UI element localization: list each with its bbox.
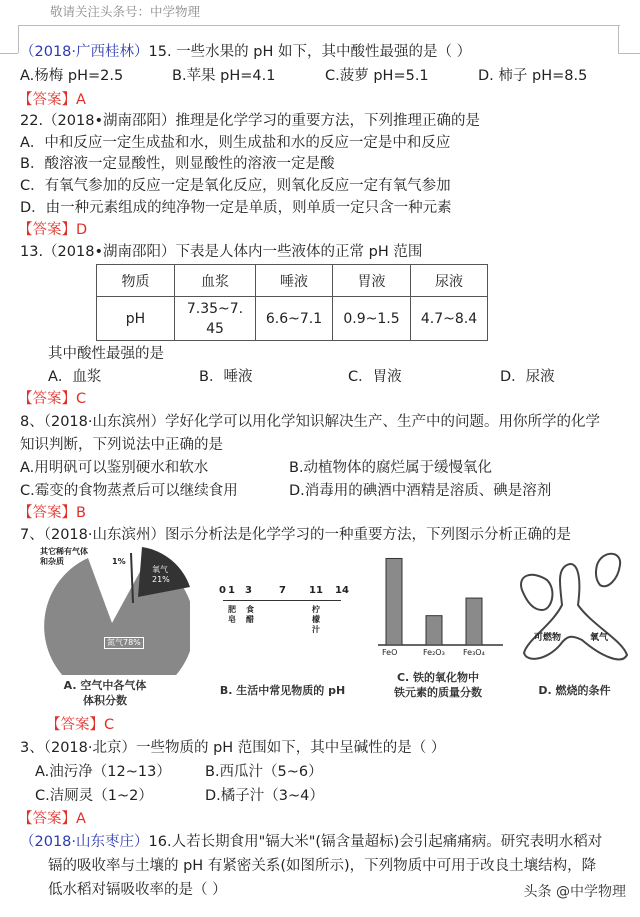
tick-label: 11 (309, 585, 323, 596)
frame-left (18, 25, 19, 53)
option-b: B.动植物体的腐烂属于缓慢氧化 (289, 460, 493, 476)
question-6-stem: 3、（2018·北京）一些物质的 pH 范围如下，其中呈碱性的是（ ） (20, 740, 446, 756)
bar-label: Fe₂O₃ (423, 648, 445, 657)
option-b: B.苹果 pH=4.1 (172, 68, 276, 84)
tick-label: 0 (219, 585, 226, 596)
option-b: B．酸溶液一定显酸性，则显酸性的溶液一定是酸 (20, 156, 335, 172)
watermark: 头条 @中学物理 (523, 884, 626, 900)
diagram-label: 氧气 (590, 633, 609, 643)
table-cell (175, 297, 256, 341)
table-header: 尿液 (411, 265, 488, 297)
bar-label: FeO (382, 648, 398, 657)
answer: 【答案】A (18, 92, 86, 108)
option-c: C.菠萝 pH=5.1 (325, 68, 429, 84)
question-3-stem: 13.（2018•湖南邵阳）下表是人体内一些液体的正常 pH 范围 (20, 244, 423, 260)
header-divider (18, 25, 620, 26)
ph-marker-label: 柠檬汁 (312, 605, 320, 634)
ph-marker-label: 肥皂 (228, 605, 236, 624)
bar-Fe₂O₃ (426, 616, 442, 645)
answer: 【答案】A (18, 811, 86, 827)
bar-label: Fe₃O₄ (463, 648, 485, 657)
caption-line: C. 铁的氧化物中 (396, 671, 480, 684)
bar-chart (368, 545, 508, 665)
figure-d-fire-diagram (512, 545, 637, 715)
option-c: C．有氧气参加的反应一定是氧化反应，则氧化反应一定有氧气参加 (20, 178, 451, 194)
table-header: 物质 (97, 265, 175, 297)
pie-label-nitrogen: 氮气78% (104, 637, 144, 649)
question-4-stem: 8、（2018·山东滨州）学好化学可以用化学知识解决生产、生产中的问题。用你所学的化学 (20, 414, 600, 430)
option-d: D.消毒用的碘酒中酒精是溶质、碘是溶剂 (289, 483, 552, 499)
option-a: A.杨梅 pH=2.5 (20, 68, 124, 84)
caption-line: 体积分数 (83, 694, 127, 707)
option-a: A．血浆 (48, 369, 102, 385)
table-cell: pH (97, 297, 175, 341)
diagram-label: 可燃物 (534, 633, 562, 643)
pie-label-oxygen: 氧气21% (152, 565, 170, 584)
figure-a-pie (40, 545, 190, 715)
figure-caption (60, 678, 150, 708)
figure-c-bar-chart (368, 545, 508, 715)
question-source: （2018·广西桂林） (20, 44, 149, 60)
question-text: 15. 一些水果的 pH 如下，其中酸性最强的是（ ） (148, 44, 472, 60)
table-cell: 0.9~1.5 (333, 297, 411, 341)
option-d: D.橘子汁（3~4） (205, 788, 324, 804)
caption-line: 铁元素的质量分数 (394, 686, 482, 699)
option-d: D. 柿子 pH=8.5 (478, 68, 588, 84)
bar-Fe₃O₄ (466, 598, 482, 645)
question-5-stem: 7、（2018·山东滨州）图示分析法是化学学习的一种重要方法，下列图示分析正确的是 (20, 527, 571, 543)
tick-label: 7 (279, 585, 286, 596)
question-7-stem-cont: 镉的吸收率与土壤的 pH 有紧密关系(如图所示)，下列物质中可用于改良土壤结构，降 (48, 858, 597, 874)
question-source: （2018·山东枣庄） (20, 834, 149, 850)
option-d: D．尿液 (500, 369, 555, 385)
question-1-stem (20, 44, 471, 61)
option-c: C.洁厕灵（1~2） (35, 788, 153, 804)
table-cell: 6.6~7.1 (256, 297, 333, 341)
tick-label: 3 (245, 585, 252, 596)
frame-left-tick (0, 53, 18, 54)
option-b: B.西瓜汁（5~6） (205, 764, 323, 780)
question-7-stem (20, 834, 602, 851)
caption-line: A. 空气中各气体 (63, 679, 147, 692)
frame-right-tick (618, 53, 640, 54)
ph-axis (223, 600, 341, 601)
ph-marker-label: 食醋 (246, 605, 254, 624)
tick-label: 14 (335, 585, 349, 596)
figure-caption: B. 生活中常见物质的 pH (219, 684, 346, 697)
table-cell: 4.7~8.4 (411, 297, 488, 341)
option-d: D．由一种元素组成的纯净物一定是单质，则单质一定只含一种元素 (20, 200, 452, 216)
page-header: 敬请关注头条号：中学物理 (50, 4, 201, 19)
bar-FeO (386, 558, 402, 645)
answer: 【答案】C (46, 717, 115, 733)
pie-label-other-pct: 1% (112, 557, 126, 566)
option-b: B．唾液 (199, 369, 253, 385)
option-a: A.油污净（12~13） (35, 764, 171, 780)
figure-caption (373, 670, 503, 700)
question-text: 16.人若长期食用"镉大米"(镉含量超标)会引起痛痛病。研究表明水稻对 (148, 834, 603, 850)
question-2-stem: 22.（2018•湖南邵阳）推理是化学学习的重要方法，下列推理正确的是 (20, 113, 481, 129)
ph-table (96, 264, 488, 341)
option-c: C.霉变的食物蒸煮后可以继续食用 (20, 483, 238, 499)
tick-label: 1 (228, 585, 235, 596)
frame-right (618, 25, 619, 53)
cell-text: 7.35~7.45 (186, 300, 244, 337)
option-a: A．中和反应一定生成盐和水，则生成盐和水的反应一定是中和反应 (20, 135, 451, 151)
table-header: 唾液 (256, 265, 333, 297)
pie-label-other: 其它稀有气体和杂质 (40, 547, 88, 566)
answer: 【答案】D (18, 222, 88, 238)
question-4-stem-cont: 知识判断，下列说法中正确的是 (20, 437, 223, 453)
answer: 【答案】B (18, 505, 86, 521)
table-header: 血浆 (175, 265, 256, 297)
figure-caption: D. 燃烧的条件 (538, 684, 611, 697)
fire-shape-icon (512, 545, 637, 670)
option-c: C．胃液 (348, 369, 402, 385)
question-7-stem-cont: 低水稻对镉吸收率的是（ ） (48, 882, 227, 898)
figure-b-ph-scale (205, 545, 365, 715)
question-text: 其中酸性最强的是 (48, 346, 164, 362)
option-a: A.用明矾可以鉴别硬水和软水 (20, 460, 209, 476)
table-header: 胃液 (333, 265, 411, 297)
answer: 【答案】C (18, 391, 87, 407)
